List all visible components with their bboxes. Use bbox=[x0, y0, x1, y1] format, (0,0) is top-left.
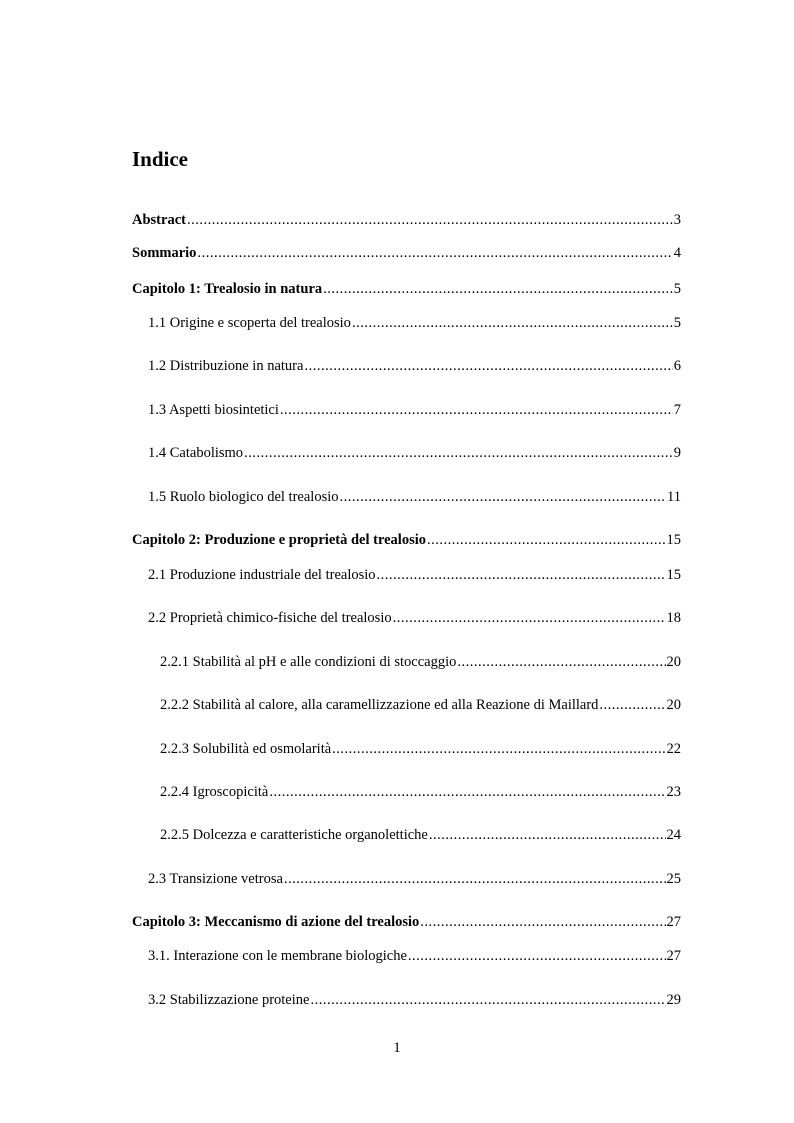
toc-entry-page: 5 bbox=[673, 315, 681, 331]
toc-entry[interactable] bbox=[160, 782, 681, 802]
toc-dot-leader bbox=[457, 652, 665, 672]
toc-entry[interactable] bbox=[132, 912, 681, 932]
toc-entry-page: 4 bbox=[673, 245, 681, 261]
toc-entry[interactable] bbox=[148, 608, 681, 628]
toc-entry-label: Capitolo 1: Trealosio in natura bbox=[132, 281, 323, 297]
toc-entry-label: Capitolo 3: Meccanismo di azione del trealosio bbox=[132, 914, 420, 930]
toc-entry-page: 7 bbox=[673, 402, 681, 418]
toc-entry-page: 15 bbox=[666, 532, 681, 548]
toc-entry[interactable] bbox=[148, 946, 681, 966]
toc-entry[interactable] bbox=[160, 652, 681, 672]
toc-dot-leader bbox=[280, 400, 673, 420]
toc-entry-page: 25 bbox=[666, 871, 681, 887]
toc-entry-page: 22 bbox=[666, 741, 681, 757]
toc-entry-page: 27 bbox=[666, 914, 681, 930]
toc-entry-label: 2.2.2 Stabilità al calore, alla caramellizzazione ed alla Reazione di Maillard bbox=[160, 697, 599, 713]
toc-dot-leader bbox=[310, 990, 665, 1010]
toc-entry[interactable] bbox=[148, 487, 681, 507]
toc-dot-leader bbox=[427, 530, 665, 550]
toc-dot-leader bbox=[377, 565, 666, 585]
toc-dot-leader bbox=[408, 946, 666, 966]
toc-dot-leader bbox=[420, 912, 665, 932]
toc-entry-label: 2.2 Proprietà chimico-fisiche del trealosio bbox=[148, 610, 392, 626]
toc-entry-label: 2.2.4 Igroscopicità bbox=[160, 784, 269, 800]
toc-entry[interactable] bbox=[132, 530, 681, 550]
toc-entry-page: 29 bbox=[666, 992, 681, 1008]
toc-dot-leader bbox=[323, 279, 673, 299]
toc-entry[interactable] bbox=[160, 739, 681, 759]
toc-entry-label: 2.1 Produzione industriale del trealosio bbox=[148, 567, 376, 583]
toc-entry-label: 2.2.5 Dolcezza e caratteristiche organolettiche bbox=[160, 827, 428, 843]
toc-entry-page: 5 bbox=[673, 281, 681, 297]
toc-entry-page: 23 bbox=[666, 784, 681, 800]
toc-entry[interactable] bbox=[148, 443, 681, 463]
toc-dot-leader bbox=[244, 443, 673, 463]
toc-entry-label: Abstract bbox=[132, 212, 186, 228]
toc-dot-leader bbox=[197, 243, 672, 263]
toc-entry-page: 6 bbox=[673, 358, 681, 374]
toc-entry[interactable] bbox=[148, 565, 681, 585]
toc-entry-label: 3.2 Stabilizzazione proteine bbox=[148, 992, 310, 1008]
toc-entry[interactable] bbox=[148, 356, 681, 376]
toc-dot-leader bbox=[304, 356, 672, 376]
toc-entry-label: 1.5 Ruolo biologico del trealosio bbox=[148, 489, 339, 505]
toc-entry[interactable] bbox=[148, 400, 681, 420]
toc-entry[interactable] bbox=[148, 313, 681, 333]
toc-dot-leader bbox=[269, 782, 665, 802]
page-number: 1 bbox=[393, 1040, 401, 1056]
toc-dot-leader bbox=[187, 210, 673, 230]
toc-entry-label: 1.1 Origine e scoperta del trealosio bbox=[148, 315, 351, 331]
toc-entry-label: Capitolo 2: Produzione e proprietà del trealosio bbox=[132, 532, 427, 548]
toc-entry[interactable] bbox=[148, 990, 681, 1010]
toc-entry-label: 2.2.1 Stabilità al pH e alle condizioni di stoccaggio bbox=[160, 654, 457, 670]
page-title: Indice bbox=[132, 147, 189, 171]
toc-entry[interactable] bbox=[132, 279, 681, 299]
toc-entry[interactable] bbox=[132, 210, 681, 230]
toc-entry-page: 20 bbox=[666, 654, 681, 670]
toc-dot-leader bbox=[393, 608, 666, 628]
toc-entry[interactable] bbox=[160, 695, 681, 715]
toc-dot-leader bbox=[599, 695, 665, 715]
toc-entry-label: 1.4 Catabolismo bbox=[148, 445, 244, 461]
toc-entry-page: 9 bbox=[673, 445, 681, 461]
toc-entry-label: 1.3 Aspetti biosintetici bbox=[148, 402, 279, 418]
toc-dot-leader bbox=[352, 313, 673, 333]
toc-entry-page: 3 bbox=[673, 212, 681, 228]
toc-entry-page: 24 bbox=[666, 827, 681, 843]
toc-entry[interactable] bbox=[132, 243, 681, 263]
toc-entry-page: 18 bbox=[666, 610, 681, 626]
toc-entry-label: Sommario bbox=[132, 245, 197, 261]
toc-dot-leader bbox=[340, 487, 667, 507]
toc-entry[interactable] bbox=[148, 869, 681, 889]
toc-dot-leader bbox=[332, 739, 665, 759]
toc-entry-label: 2.3 Transizione vetrosa bbox=[148, 871, 283, 887]
toc-entry[interactable] bbox=[160, 825, 681, 845]
toc-dot-leader bbox=[284, 869, 666, 889]
toc-entry-label: 2.2.3 Solubilità ed osmolarità bbox=[160, 741, 332, 757]
toc-entry-label: 1.2 Distribuzione in natura bbox=[148, 358, 304, 374]
toc-entry-label: 3.1. Interazione con le membrane biologiche bbox=[148, 948, 407, 964]
toc-dot-leader bbox=[429, 825, 666, 845]
toc-entry-page: 27 bbox=[666, 948, 681, 964]
toc-entry-page: 15 bbox=[666, 567, 681, 583]
toc-entry-page: 20 bbox=[666, 697, 681, 713]
toc-entry-page: 11 bbox=[667, 489, 681, 505]
